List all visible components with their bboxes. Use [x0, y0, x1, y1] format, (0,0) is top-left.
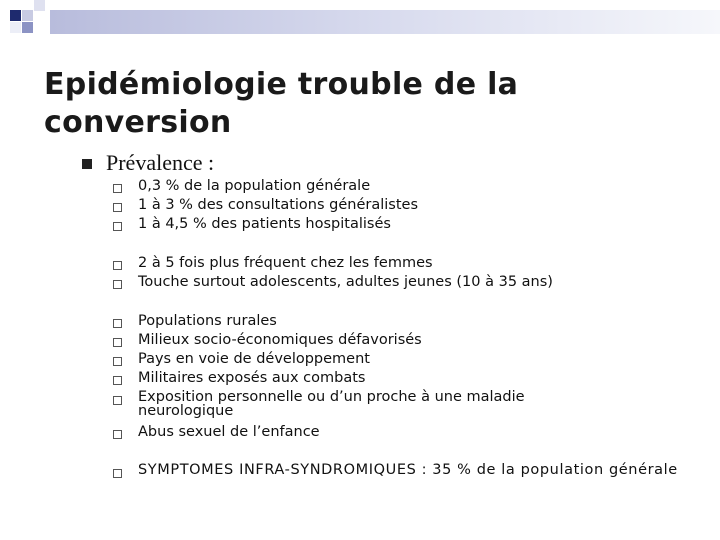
slide-title: Epidémiologie trouble de la conversion: [44, 67, 519, 140]
list-item-text: Exposition personnelle ou d’un proche à une maladie neurologique: [138, 389, 525, 419]
checkbox-bullet-icon: [113, 222, 122, 231]
list-item-text: Touche surtout adolescents, adultes jeunes (10 à 35 ans): [138, 274, 553, 290]
decor-square-dark: [10, 10, 21, 21]
list-item-text: Abus sexuel de l’enfance: [138, 424, 320, 440]
decor-gradient-bar: [50, 10, 720, 34]
list-item-text: 2 à 5 fois plus fréquent chez les femmes: [138, 255, 433, 271]
checkbox-bullet-icon: [113, 430, 122, 439]
checkbox-bullet-icon: [113, 261, 122, 270]
decor-square-light: [22, 10, 33, 21]
list-item-text: Militaires exposés aux combats: [138, 370, 366, 386]
checkbox-bullet-icon: [113, 469, 122, 478]
checkbox-bullet-icon: [113, 319, 122, 328]
checkbox-bullet-icon: [113, 396, 122, 405]
list-item-text: 1 à 4,5 % des patients hospitalisés: [138, 216, 391, 232]
list-item-text: 0,3 % de la population générale: [138, 178, 371, 194]
checkbox-bullet-icon: [113, 376, 122, 385]
checkbox-bullet-icon: [113, 184, 122, 193]
decor-square-pale: [34, 0, 45, 11]
decor-square-mid: [22, 22, 33, 33]
checkbox-bullet-icon: [113, 357, 122, 366]
list-item-text: Pays en voie de développement: [138, 351, 370, 367]
square-bullet-icon: [82, 159, 92, 169]
checkbox-bullet-icon: [113, 280, 122, 289]
checkbox-bullet-icon: [113, 203, 122, 212]
checkbox-bullet-icon: [113, 338, 122, 347]
list-item-text: Milieux socio-économiques défavorisés: [138, 332, 422, 348]
decor-square-pale-2: [10, 22, 21, 33]
level1-label: Prévalence :: [106, 150, 215, 175]
list-item-text: SYMPTOMES INFRA-SYNDROMIQUES : 35 % de la population générale: [138, 462, 678, 478]
list-item-text: 1 à 3 % des consultations généralistes: [138, 197, 419, 213]
list-item-text: Populations rurales: [138, 313, 277, 329]
header-decoration: [0, 0, 720, 60]
